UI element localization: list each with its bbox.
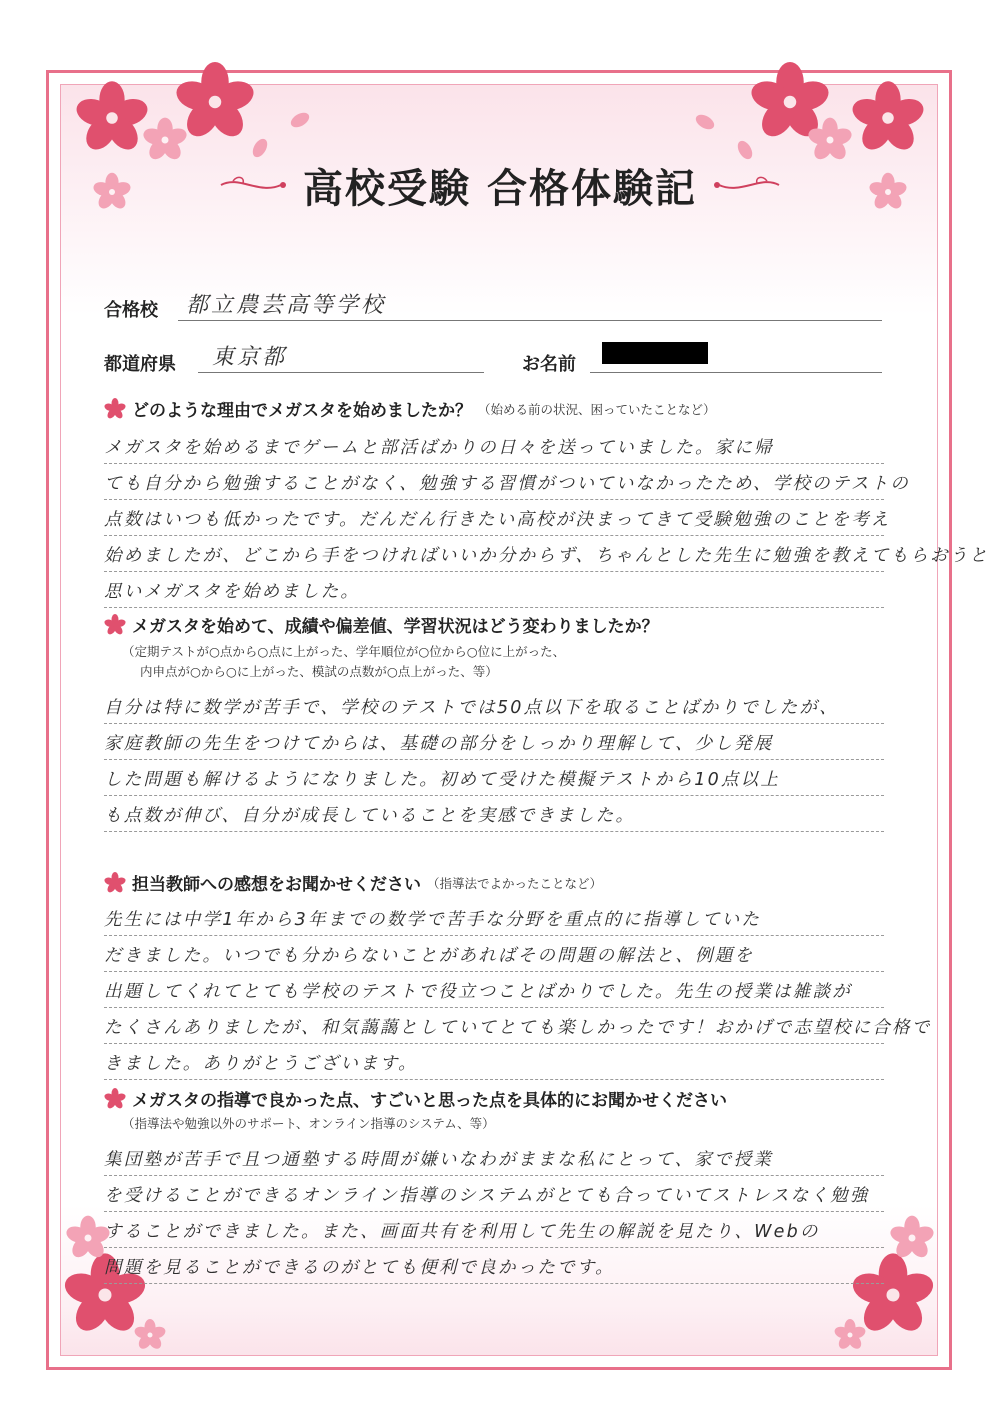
question-3 [104, 870, 602, 895]
answer-2 [104, 688, 884, 832]
question-2 [104, 612, 659, 637]
flourish-right-icon [711, 173, 781, 197]
answer-line: 思いメガスタを始めました。 [104, 572, 884, 608]
answer-line: 家庭教師の先生をつけてからは、基礎の部分をしっかり理解して、少し発展 [104, 724, 884, 760]
title-area [150, 150, 850, 220]
question-4-note: （指導法や勉強以外のサポート、オンライン指導のシステム、等） [122, 1116, 495, 1131]
cherry-blossom-icon [104, 614, 126, 636]
answer-line: 点数はいつも低かったです。だんだん行きたい高校が決まってきて受験勉強のことを考え [104, 500, 884, 536]
question-2-note: 内申点が○から○に上がった、模試の点数が○点上がった、等） [140, 664, 498, 679]
prefecture-line [198, 372, 484, 373]
name-label: お名前 [522, 354, 576, 375]
answer-4 [104, 1140, 884, 1284]
question-3-text: 担当教師への感想をお聞かせください [132, 875, 421, 895]
answer-line: を受けることができるオンライン指導のシステムがとても合っていてストレスなく勉強 [104, 1176, 884, 1212]
answer-line: きました。ありがとうございます。 [104, 1044, 884, 1080]
answer-3 [104, 900, 932, 1080]
name-line [590, 372, 882, 373]
answer-line: 自分は特に数学が苦手で、学校のテストでは50点以下を取ることばかりでしたが、 [104, 688, 884, 724]
cherry-blossom-icon [104, 872, 126, 894]
answer-line: たくさんありましたが、和気藹藹としていてとても楽しかったです！おかげで志望校に合格で [104, 1008, 884, 1044]
answer-line: メガスタを始めるまでゲームと部活ばかりの日々を送っていました。家に帰 [104, 428, 884, 464]
question-1-sub: （始める前の状況、困っていたことなど） [478, 401, 716, 417]
answer-line: することができました。また、画面共有を利用して先生の解説を見たり、Webの [104, 1212, 884, 1248]
answer-line: 始めましたが、どこから手をつければいいか分からず、ちゃんとした先生に勉強を教えてもらおうと [104, 536, 884, 572]
answer-line: 先生には中学1年から3年までの数学で苦手な分野を重点的に指導していた [104, 900, 884, 936]
prefecture-value: 東京都 [212, 345, 288, 370]
school-value: 都立農芸高等学校 [186, 293, 387, 318]
answer-line: 出題してくれてとても学校のテストで役立つことばかりでした。先生の授業は雑談が [104, 972, 884, 1008]
answer-line: 問題を見ることができるのがとても便利で良かったです。 [104, 1248, 884, 1284]
answer-line: だきました。いつでも分からないことがあればその問題の解法と、例題を [104, 936, 884, 972]
school-label: 合格校 [104, 300, 158, 321]
answer-line: ても自分から勉強することがなく、勉強する習慣がついていなかったため、学校のテストの [104, 464, 884, 500]
answer-1 [104, 428, 990, 608]
answer-line: した問題も解けるようになりました。初めて受けた模擬テストから10点以上 [104, 760, 884, 796]
question-2-note: （定期テストが○点から○点に上がった、学年順位が○位から○位に上がった、 [122, 644, 566, 659]
answer-line: 集団塾が苦手で且つ通塾する時間が嫌いなわがままな私にとって、家で授業 [104, 1140, 884, 1176]
question-2-text: メガスタを始めて、成績や偏差値、学習状況はどう変わりましたか？ [132, 617, 659, 637]
question-1 [104, 396, 716, 421]
prefecture-label: 都道府県 [104, 354, 176, 375]
name-redaction [602, 342, 708, 364]
cherry-blossom-icon [104, 1088, 126, 1110]
question-4 [104, 1086, 727, 1111]
cherry-blossom-icon [104, 398, 126, 420]
question-3-sub: （指導法でよかったことなど） [427, 875, 603, 891]
flourish-left-icon [219, 173, 289, 197]
school-line [178, 320, 882, 321]
answer-line: も点数が伸び、自分が成長していることを実感できました。 [104, 796, 884, 832]
blossom-decoration-top [0, 0, 1000, 260]
question-1-text: どのような理由でメガスタを始めましたか？ [132, 401, 472, 421]
question-4-text: メガスタの指導で良かった点、すごいと思った点を具体的にお聞かせください [132, 1091, 727, 1111]
page-title: 高校受験 合格体験記 [303, 164, 697, 212]
